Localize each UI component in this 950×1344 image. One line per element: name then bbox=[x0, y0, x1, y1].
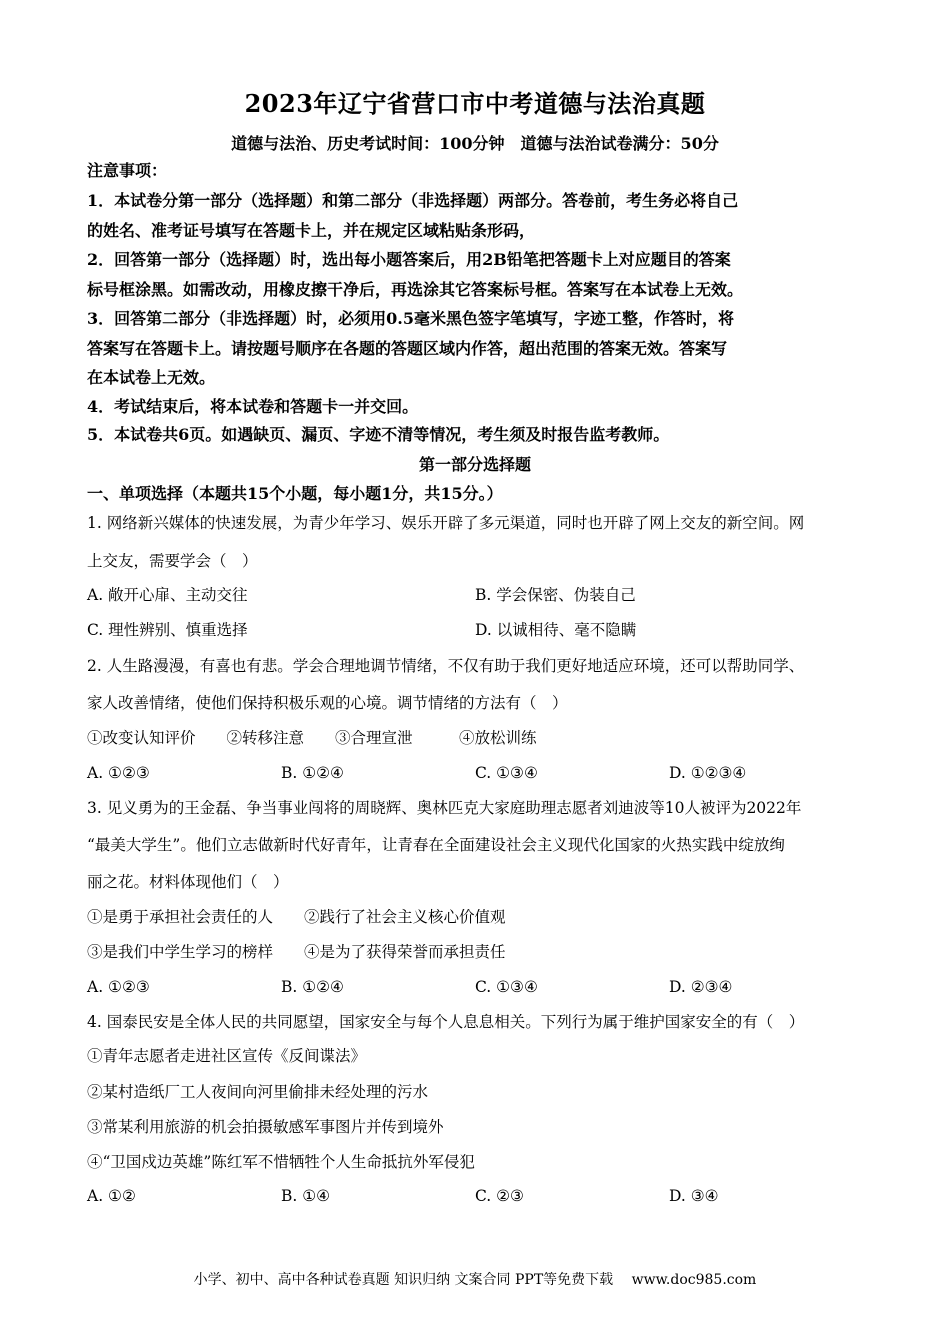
note-line: 5．本试卷共6页。如遇缺页、漏页、字迹不清等情况，考生须及时报告监考教师。 bbox=[87, 425, 670, 444]
q4-option-c: C. ②③ bbox=[475, 1187, 524, 1205]
q3-option-d: D. ②③④ bbox=[669, 978, 733, 996]
q2-option-a: A. ①②③ bbox=[87, 764, 150, 782]
page-title: 2023年辽宁省营口市中考道德与法治真题 bbox=[244, 89, 706, 118]
note-line: 的姓名、准考证号填写在答题卡上，并在规定区域粘贴条形码， bbox=[87, 221, 536, 240]
q1-option-c: C. 理性辨别、慎重选择 bbox=[87, 621, 248, 639]
question-2-items: ①改变认知评价 ②转移注意 ③合理宣泄 ④放松训练 bbox=[87, 729, 537, 747]
page-footer: 小学、初中、高中各种试卷真题 知识归纳 文案合同 PPT等免费下载 www.doc985.com bbox=[193, 1272, 757, 1288]
q1-option-d: D. 以诚相待、毫不隐瞒 bbox=[475, 621, 637, 639]
question-2-text: 家人改善情绪，使他们保持积极乐观的心境。调节情绪的方法有（ ） bbox=[87, 694, 568, 712]
note-line: 标号框涂黑。如需改动，用橡皮擦干净后，再选涂其它答案标号框。答案写在本试卷上无效。 bbox=[87, 280, 744, 299]
section-heading: 一、单项选择（本题共15个小题，每小题1分，共15分。） bbox=[87, 484, 503, 503]
question-4-text: 4. 国泰民安是全体人民的共同愿望，国家安全与每个人息息相关。下列行为属于维护国家安全的有（ ） bbox=[87, 1013, 805, 1031]
q4-option-d: D. ③④ bbox=[669, 1187, 719, 1205]
note-line: 2．回答第一部分（选择题）时，选出每小题答案后，用2B铅笔把答题卡上对应题目的答案 bbox=[87, 250, 731, 269]
question-4-items: ①青年志愿者走进社区宣传《反间谍法》 bbox=[87, 1047, 367, 1065]
question-1-text: 上交友，需要学会（ ） bbox=[87, 552, 258, 570]
part-heading: 第一部分选择题 bbox=[418, 455, 531, 474]
note-line: 1．本试卷分第一部分（选择题）和第二部分（非选择题）两部分。答卷前，考生务必将自己 bbox=[87, 191, 739, 210]
question-2-text: 2. 人生路漫漫，有喜也有悲。学会合理地调节情绪，不仅有助于我们更好地适应环境，还可以帮助同学、 bbox=[87, 657, 805, 675]
question-1-text: 1. 网络新兴媒体的快速发展，为青少年学习、娱乐开辟了多元渠道，同时也开辟了网上交友的新空间。网 bbox=[87, 514, 805, 532]
q1-option-b: B. 学会保密、伪装自己 bbox=[475, 586, 636, 604]
question-3-text: “最美大学生”。他们立志做新时代好青年，让青春在全面建设社会主义现代化国家的火热实践中绽放绚 bbox=[87, 836, 785, 854]
q2-option-b: B. ①②④ bbox=[281, 764, 344, 782]
q4-option-b: B. ①④ bbox=[281, 1187, 331, 1205]
note-line: 3．回答第二部分（非选择题）时，必须用0.5毫米黑色签字笔填写，字迹工整，作答时，将 bbox=[87, 309, 734, 328]
question-4-items: ④“卫国戍边英雄”陈红军不惜牺牲个人生命抵抗外军侵犯 bbox=[87, 1153, 475, 1171]
note-line: 在本试卷上无效。 bbox=[87, 368, 216, 387]
exam-subtitle: 道德与法治、历史考试时间：100分钟 道德与法治试卷满分：50分 bbox=[231, 134, 719, 153]
q3-option-b: B. ①②④ bbox=[281, 978, 344, 996]
question-4-items: ③常某利用旅游的机会拍摄敏感军事图片并传到境外 bbox=[87, 1118, 444, 1136]
question-4-items: ②某村造纸厂工人夜间向河里偷排未经处理的污水 bbox=[87, 1083, 429, 1101]
q1-option-a: A. 敞开心扉、主动交往 bbox=[87, 586, 248, 604]
notes-heading: 注意事项： bbox=[87, 161, 168, 180]
q2-option-d: D. ①②③④ bbox=[669, 764, 747, 782]
note-line: 答案写在答题卡上。请按题号顺序在各题的答题区域内作答，超出范围的答案无效。答案写 bbox=[87, 339, 728, 358]
question-3-text: 3. 见义勇为的王金磊、争当事业闯将的周晓辉、奥林匹克大家庭助理志愿者刘迪波等10人被评为2022年 bbox=[87, 799, 802, 817]
q3-option-a: A. ①②③ bbox=[87, 978, 150, 996]
q4-option-a: A. ①② bbox=[87, 1187, 136, 1205]
q3-option-c: C. ①③④ bbox=[475, 978, 538, 996]
question-3-items: ①是勇于承担社会责任的人 ②践行了社会主义核心价值观 bbox=[87, 908, 506, 926]
note-line: 4．考试结束后，将本试卷和答题卡一并交回。 bbox=[87, 397, 419, 416]
q2-option-c: C. ①③④ bbox=[475, 764, 538, 782]
question-3-text: 丽之花。材料体现他们（ ） bbox=[87, 873, 289, 891]
question-3-items: ③是我们中学生学习的榜样 ④是为了获得荣誉而承担责任 bbox=[87, 943, 506, 961]
